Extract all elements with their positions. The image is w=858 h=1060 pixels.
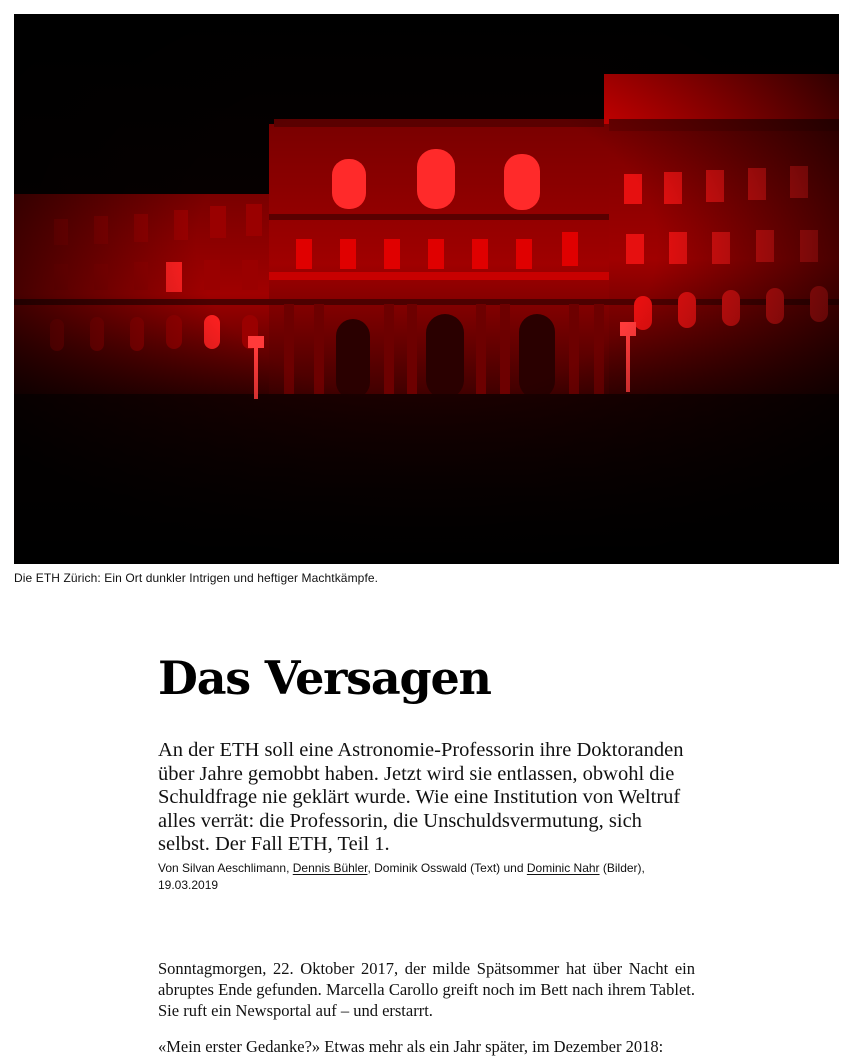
article-lead: An der ETH soll eine Astronomie-Professorin ihre Doktoranden über Jahre gemobbt haben. Jetzt wird sie entlassen, obwohl die Schuldfrage nie geklärt wurde. Wie eine Institution von Weltruf alles verrät: die Professorin, die Unschuldsvermutung, sich selbst. Der Fall ETH, Teil 1. bbox=[158, 739, 684, 855]
author-link-dominic-nahr[interactable]: Dominic Nahr bbox=[526, 861, 600, 875]
image-caption: Die ETH Zürich: Ein Ort dunkler Intrigen und heftiger Machtkämpfe. bbox=[14, 571, 379, 585]
article-byline bbox=[158, 860, 698, 894]
body-paragraph: «Mein erster Gedanke?» Etwas mehr als ein Jahr später, im Dezember 2018: bbox=[158, 1037, 664, 1056]
body-paragraph: Sonntagmorgen, 22. Oktober 2017, der milde Spätsommer hat über Nacht ein abruptes Ende gefunden. Marcella Carollo greift noch im Bett nach ihrem Tablet. Sie ruft ein Newsportal auf – und erstarrt. bbox=[158, 959, 695, 1020]
byline-suffix: (Bilder), bbox=[599, 861, 645, 875]
byline-prefix: Von Silvan Aeschlimann, bbox=[158, 861, 293, 875]
article-title: Das Versagen bbox=[158, 651, 491, 705]
byline-middle: , Dominik Osswald (Text) und bbox=[367, 861, 527, 875]
publish-date: 19.03.2019 bbox=[158, 878, 219, 892]
author-link-dennis-buehler[interactable]: Dennis Bühler bbox=[292, 861, 368, 875]
hero-image bbox=[14, 14, 839, 564]
